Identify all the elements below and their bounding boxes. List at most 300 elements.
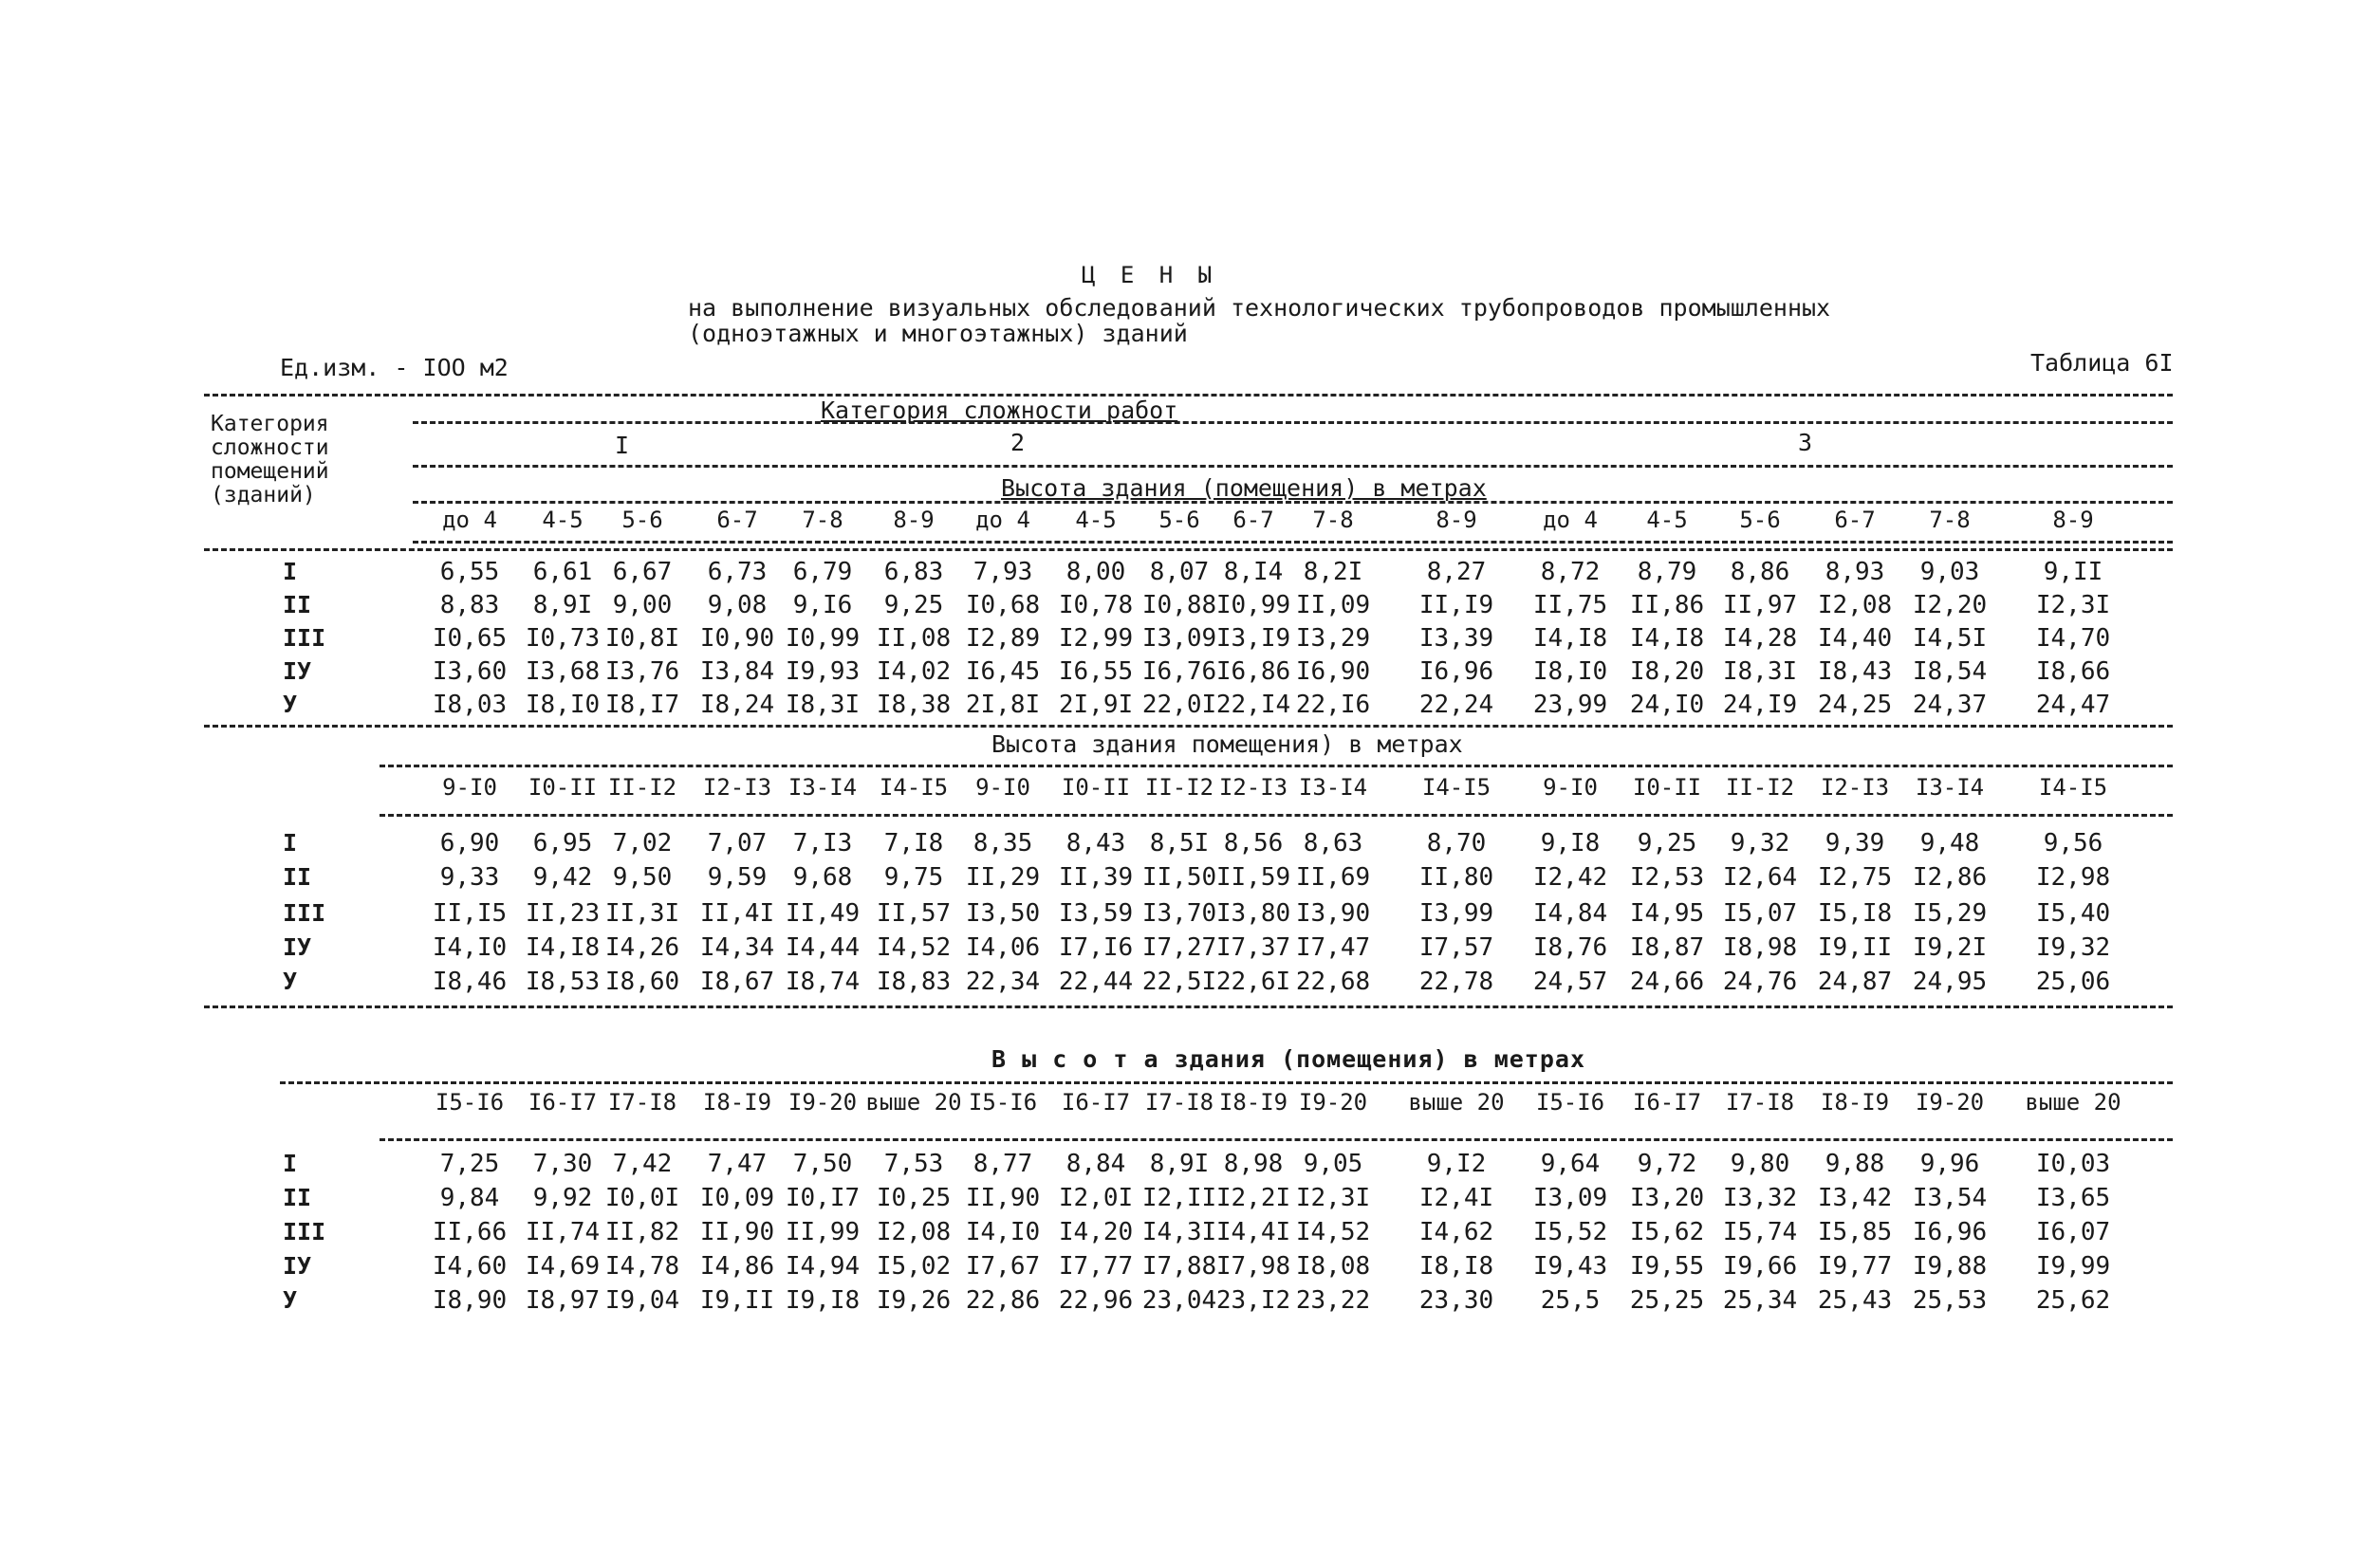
table-cell: 8,86 [1730,558,1790,586]
table-cell: I5,40 [2035,899,2111,928]
table-cell: I3,84 [699,657,775,686]
table-cell: 23,30 [1418,1286,1494,1315]
column-header: I3-I4 [1298,774,1368,801]
table-cell: I3,80 [1215,899,1291,928]
column-header: 5-6 [1158,507,1200,533]
table-cell: I4,I8 [1629,624,1705,653]
table-cell: 8,9I [532,591,593,619]
complexity-group-3: 3 [1798,429,1813,456]
table-cell: I8,97 [525,1286,601,1315]
table-cell: I0,88 [1141,591,1217,619]
table-cell: I8,3I [1722,657,1798,686]
table-cell: 24,76 [1722,968,1798,996]
table-cell: I8,3I [785,691,861,719]
column-header: II-I2 [607,774,677,801]
table-cell: I4,I8 [525,933,601,962]
table-cell: I3,68 [525,657,601,686]
table-cell: 9,50 [612,863,673,892]
rule-complexity [413,421,2173,424]
table-cell: 22,44 [1058,968,1134,996]
table-cell: II,29 [965,863,1041,892]
column-header: 4-5 [1646,507,1688,533]
table-cell: I6,96 [1418,657,1494,686]
column-header: выше 20 [1408,1089,1505,1116]
table-cell: 7,I3 [792,829,853,858]
row-label: IУ [283,657,312,685]
table-cell: I9,26 [876,1286,952,1315]
row-label: II [283,591,312,618]
table-cell: I8,54 [1912,657,1988,686]
table-cell: 9,08 [707,591,768,619]
table-cell: I9,04 [604,1286,680,1315]
table-cell: 9,88 [1825,1150,1885,1178]
table-cell: I4,I8 [1532,624,1608,653]
column-header: 9-I0 [442,774,497,801]
table-cell: 2I,8I [965,691,1041,719]
column-header: I4-I5 [1421,774,1491,801]
table-cell: 25,53 [1912,1286,1988,1315]
column-header: 8-9 [2052,507,2094,533]
table-cell: I8,43 [1817,657,1893,686]
table-cell: I6,76 [1141,657,1217,686]
table-cell: I8,20 [1629,657,1705,686]
table-cell: I2,89 [965,624,1041,653]
row-label: III [283,624,326,652]
table-cell: I5,52 [1532,1218,1608,1246]
table-cell: I4,62 [1418,1218,1494,1246]
table-cell: 7,07 [707,829,768,858]
table-cell: 8,00 [1065,558,1126,586]
column-header: 7-8 [802,507,843,533]
column-header: I9-20 [787,1089,858,1116]
table-cell: I8,I8 [1418,1252,1494,1281]
table-cell: I6,86 [1215,657,1291,686]
column-header: 4-5 [1075,507,1117,533]
column-header: до 4 [442,507,497,533]
column-header: до 4 [975,507,1030,533]
table-cell: I0,99 [785,624,861,653]
subtitle-line-2: (одноэтажных и многоэтажных) зданий [688,320,1188,347]
table-cell: I9,I8 [785,1286,861,1315]
table-cell: I3,09 [1141,624,1217,653]
complexity-group-2: 2 [1010,429,1026,456]
table-cell: 24,66 [1629,968,1705,996]
table-cell: 2I,9I [1058,691,1134,719]
table-cell: I3,I9 [1215,624,1291,653]
column-header: I6-I7 [1061,1089,1131,1116]
table-cell: 9,42 [532,863,593,892]
table-cell: 22,86 [965,1286,1041,1315]
table-cell: 9,96 [1919,1150,1980,1178]
column-header: 9-I0 [1543,774,1598,801]
table-cell: I8,76 [1532,933,1608,962]
table-cell: 24,47 [2035,691,2111,719]
table-cell: 22,I6 [1295,691,1371,719]
column-header: 6-7 [1834,507,1876,533]
table-cell: I9,II [1817,933,1893,962]
table-cell: II,97 [1722,591,1798,619]
table-cell: 6,67 [612,558,673,586]
table-cell: 8,35 [973,829,1033,858]
table-cell: 9,25 [1637,829,1697,858]
table-cell: I4,02 [876,657,952,686]
table-cell: 8,56 [1223,829,1284,858]
table-cell: I4,3I [1141,1218,1217,1246]
table-cell: I6,07 [2035,1218,2111,1246]
table-cell: I7,27 [1141,933,1217,962]
table-cell: I7,98 [1215,1252,1291,1281]
rule-block2-bottom [204,1005,2173,1008]
table-cell: 6,55 [439,558,500,586]
table-cell: 6,90 [439,829,500,858]
column-header: 4-5 [542,507,584,533]
table-cell: II,49 [785,899,861,928]
table-cell: I0,I7 [785,1184,861,1212]
table-cell: I8,08 [1295,1252,1371,1281]
table-cell: 23,22 [1295,1286,1371,1315]
table-cell: 22,24 [1418,691,1494,719]
table-cell: 7,42 [612,1150,673,1178]
row-label: III [283,899,326,927]
column-header: II-I2 [1725,774,1795,801]
table-cell: I8,60 [604,968,680,996]
table-cell: I0,99 [1215,591,1291,619]
column-header: I8-I9 [1218,1089,1288,1116]
table-cell: 24,37 [1912,691,1988,719]
table-cell: 8,9I [1149,1150,1210,1178]
table-cell: 22,5I [1141,968,1217,996]
table-cell: 25,34 [1722,1286,1798,1315]
table-cell: I3,29 [1295,624,1371,653]
height-header-2: Высота здания помещения) в метрах [991,730,1463,758]
table-cell: I3,90 [1295,899,1371,928]
table-cell: I4,94 [785,1252,861,1281]
column-header: 6-7 [716,507,758,533]
table-cell: 24,95 [1912,968,1988,996]
column-header: I9-20 [1915,1089,1985,1116]
table-cell: I0,65 [432,624,508,653]
height-header-3: В ы с о т а здания (помещения) в метрах [991,1045,1585,1073]
table-cell: 8,27 [1426,558,1487,586]
rule-block1-bottom [204,725,2173,728]
table-cell: I2,3I [2035,591,2111,619]
table-cell: 9,59 [707,863,768,892]
table-cell: I4,28 [1722,624,1798,653]
table-cell: I4,I0 [965,1218,1041,1246]
table-cell: 9,84 [439,1184,500,1212]
table-cell: 7,50 [792,1150,853,1178]
table-cell: I4,86 [699,1252,775,1281]
table-cell: 7,I8 [883,829,944,858]
unit-label: Ед.изм. - IOO м2 [280,354,509,381]
table-cell: II,50 [1141,863,1217,892]
column-header: I2-I3 [1218,774,1288,801]
table-cell: I4,60 [432,1252,508,1281]
table-cell: I2,3I [1295,1184,1371,1212]
table-cell: I5,07 [1722,899,1798,928]
table-cell: I2,42 [1532,863,1608,892]
column-header: II-I2 [1144,774,1214,801]
column-header: 5-6 [621,507,663,533]
table-cell: 22,96 [1058,1286,1134,1315]
table-cell: I2,4I [1418,1184,1494,1212]
table-cell: I0,8I [604,624,680,653]
table-cell: I2,86 [1912,863,1988,892]
table-cell: II,57 [876,899,952,928]
column-header: 7-8 [1929,507,1971,533]
table-cell: 9,48 [1919,829,1980,858]
table-cell: I2,53 [1629,863,1705,892]
table-cell: I4,5I [1912,624,1988,653]
table-cell: I5,I8 [1817,899,1893,928]
column-header: 5-6 [1739,507,1781,533]
table-cell: II,3I [604,899,680,928]
column-header: I2-I3 [702,774,772,801]
row-label: У [283,691,298,718]
rule-groups [413,465,2173,468]
table-cell: 22,68 [1295,968,1371,996]
table-cell: II,75 [1532,591,1608,619]
column-header: I3-I4 [787,774,858,801]
table-cell: I2,99 [1058,624,1134,653]
column-header: I3-I4 [1915,774,1985,801]
table-cell: II,90 [965,1184,1041,1212]
table-cell: 6,79 [792,558,853,586]
table-cell: 9,03 [1919,558,1980,586]
table-cell: I5,02 [876,1252,952,1281]
row-label: I [283,558,298,585]
column-header: выше 20 [865,1089,962,1116]
table-cell: I9,II [699,1286,775,1315]
table-cell: I6,55 [1058,657,1134,686]
table-cell: II,82 [604,1218,680,1246]
table-cell: I8,03 [432,691,508,719]
table-cell: I2,0I [1058,1184,1134,1212]
table-cell: I7,47 [1295,933,1371,962]
table-cell: I4,26 [604,933,680,962]
complexity-header: Категория сложности работ [821,397,1178,424]
table-cell: 7,47 [707,1150,768,1178]
table-cell: I4,69 [525,1252,601,1281]
column-header: I4-I5 [879,774,949,801]
column-header: I0-II [1061,774,1131,801]
table-cell: 6,73 [707,558,768,586]
table-cell: I3,65 [2035,1184,2111,1212]
table-cell: I6,45 [965,657,1041,686]
table-cell: 7,30 [532,1150,593,1178]
table-cell: 23,04 [1141,1286,1217,1315]
column-header: I7-I8 [607,1089,677,1116]
table-cell: 24,25 [1817,691,1893,719]
column-header: выше 20 [2025,1089,2121,1116]
complexity-group-1: I [615,432,630,459]
table-cell: I8,I7 [604,691,680,719]
table-cell: 8,43 [1065,829,1126,858]
row-label: III [283,1218,326,1245]
table-cell: 7,25 [439,1150,500,1178]
table-cell: 7,02 [612,829,673,858]
table-cell: I7,I6 [1058,933,1134,962]
table-cell: 9,32 [1730,829,1790,858]
table-cell: I4,20 [1058,1218,1134,1246]
table-cell: I3,60 [432,657,508,686]
table-cell: I0,25 [876,1184,952,1212]
column-header: до 4 [1543,507,1598,533]
table-cell: I3,70 [1141,899,1217,928]
table-cell: 7,93 [973,558,1033,586]
table-cell: 7,53 [883,1150,944,1178]
table-cell: I7,77 [1058,1252,1134,1281]
row-label: I [283,1150,298,1177]
table-cell: I3,76 [604,657,680,686]
height-header-1: Высота здания (помещения) в метрах [1001,474,1487,502]
table-cell: I3,54 [1912,1184,1988,1212]
table-cell: 22,6I [1215,968,1291,996]
table-cell: II,86 [1629,591,1705,619]
row-label: IУ [283,933,312,961]
table-cell: 8,84 [1065,1150,1126,1178]
table-cell: I2,08 [876,1218,952,1246]
table-cell: I7,67 [965,1252,1041,1281]
table-cell: II,59 [1215,863,1291,892]
table-cell: I3,09 [1532,1184,1608,1212]
table-cell: 9,00 [612,591,673,619]
table-cell: 24,I9 [1722,691,1798,719]
column-header: I7-I8 [1144,1089,1214,1116]
table-cell: I8,53 [525,968,601,996]
table-cell: 6,95 [532,829,593,858]
table-cell: I9,66 [1722,1252,1798,1281]
table-cell: I9,88 [1912,1252,1988,1281]
table-cell: I8,98 [1722,933,1798,962]
column-header: 9-I0 [975,774,1030,801]
table-cell: 25,43 [1817,1286,1893,1315]
column-header: I5-I6 [1535,1089,1605,1116]
rule-block2-top [380,765,2173,767]
table-cell: 9,II [2043,558,2103,586]
table-cell: I4,06 [965,933,1041,962]
column-header: I9-20 [1298,1089,1368,1116]
table-cell: I3,50 [965,899,1041,928]
table-cell: I0,73 [525,624,601,653]
column-header: 6-7 [1232,507,1274,533]
table-cell: I0,0I [604,1184,680,1212]
table-cell: 8,5I [1149,829,1210,858]
table-cell: I4,44 [785,933,861,962]
table-cell: I2,08 [1817,591,1893,619]
column-header: I0-II [1632,774,1702,801]
table-cell: II,39 [1058,863,1134,892]
table-cell: I8,74 [785,968,861,996]
rule-header-bottom [204,548,2173,551]
table-cell: 9,39 [1825,829,1885,858]
table-cell: I0,03 [2035,1150,2111,1178]
table-label: Таблица 6I [2030,349,2174,377]
column-header: I2-I3 [1820,774,1890,801]
table-cell: I4,70 [2035,624,2111,653]
table-cell: 9,I8 [1540,829,1601,858]
table-cell: 8,I4 [1223,558,1284,586]
table-cell: I6,96 [1912,1218,1988,1246]
rule-block3-cols [380,1138,2173,1141]
table-cell: II,23 [525,899,601,928]
table-cell: 9,92 [532,1184,593,1212]
table-cell: I4,52 [1295,1218,1371,1246]
table-cell: I3,39 [1418,624,1494,653]
table-cell: 25,62 [2035,1286,2111,1315]
table-cell: I9,93 [785,657,861,686]
table-cell: I9,99 [2035,1252,2111,1281]
row-label: У [283,968,298,995]
table-cell: I0,78 [1058,591,1134,619]
row-label: II [283,1184,312,1211]
column-header: I6-I7 [1632,1089,1702,1116]
table-cell: 22,0I [1141,691,1217,719]
table-cell: 9,56 [2043,829,2103,858]
table-cell: I2,2I [1215,1184,1291,1212]
table-cell: I5,62 [1629,1218,1705,1246]
column-header: I5-I6 [968,1089,1038,1116]
table-cell: I2,75 [1817,863,1893,892]
table-cell: 8,98 [1223,1150,1284,1178]
table-cell: 22,34 [965,968,1041,996]
table-cell: I8,38 [876,691,952,719]
table-cell: 8,77 [973,1150,1033,1178]
table-cell: 23,99 [1532,691,1608,719]
row-label: II [283,863,312,891]
row-label: I [283,829,298,857]
table-cell: I6,90 [1295,657,1371,686]
table-cell: I4,78 [604,1252,680,1281]
table-cell: 9,72 [1637,1150,1697,1178]
table-cell: II,I5 [432,899,508,928]
table-cell: I5,85 [1817,1218,1893,1246]
table-cell: I2,II [1141,1184,1217,1212]
table-cell: 9,75 [883,863,944,892]
column-header: I6-I7 [528,1089,598,1116]
table-cell: I9,55 [1629,1252,1705,1281]
column-header: I7-I8 [1725,1089,1795,1116]
column-header: I0-II [528,774,598,801]
table-cell: II,I9 [1418,591,1494,619]
table-cell: I4,52 [876,933,952,962]
table-cell: 8,93 [1825,558,1885,586]
row-label: У [283,1286,298,1314]
table-cell: I0,68 [965,591,1041,619]
table-cell: 9,05 [1303,1150,1363,1178]
table-cell: I8,24 [699,691,775,719]
table-cell: I2,98 [2035,863,2111,892]
table-cell: 25,5 [1540,1286,1601,1315]
table-cell: I8,66 [2035,657,2111,686]
table-cell: II,90 [699,1218,775,1246]
table-cell: 22,78 [1418,968,1494,996]
table-cell: I4,95 [1629,899,1705,928]
table-cell: 8,07 [1149,558,1210,586]
table-cell: I8,87 [1629,933,1705,962]
table-cell: I9,77 [1817,1252,1893,1281]
table-cell: I4,84 [1532,899,1608,928]
table-cell: 8,70 [1426,829,1487,858]
table-cell: II,80 [1418,863,1494,892]
table-cell: I8,83 [876,968,952,996]
rule-top [204,394,2173,397]
column-header: I8-I9 [1820,1089,1890,1116]
table-cell: I9,32 [2035,933,2111,962]
table-cell: I8,I0 [525,691,601,719]
subtitle-line-1: на выполнение визуальных обследований технологических трубопроводов промышленных [688,294,1831,322]
table-cell: 9,33 [439,863,500,892]
